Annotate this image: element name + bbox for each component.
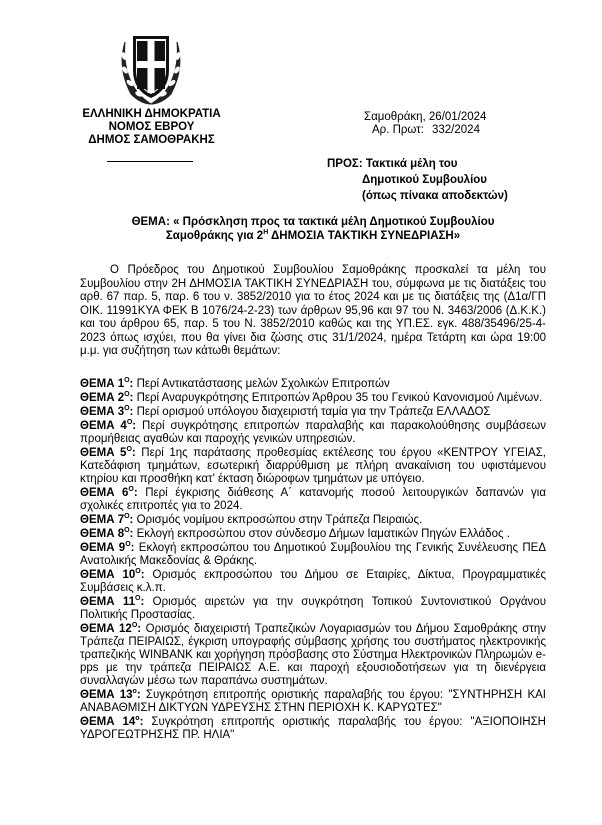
subject-line-2-tail: ΔΗΜΟΣΙΑ ΤΑΚΤΙΚΗ ΣΥΝΕΔΡΙΑΣΗ» [268, 229, 461, 242]
agenda-item-ordinal: Ο [124, 377, 130, 385]
subject-superscript: Η [263, 228, 269, 236]
reference-block [364, 111, 486, 137]
recipient-block [327, 156, 508, 204]
agenda-item-text: Ορισμός αιρετών για την συγκρότηση Τοπικού Συντονιστικού Οργάνου Πολιτικής Προστασίας. [80, 596, 546, 621]
agenda-item-ordinal: Ο [135, 595, 141, 603]
issuer-block [0, 108, 303, 147]
to-label: ΠΡΟΣ: [327, 158, 363, 170]
agenda-item-label: ΘΕΜΑ 5 [80, 447, 127, 459]
agenda-item-text: Περί ορισμού υπόλογου διαχειριστή ταμία για την Τράπεζα ΕΛΛΑΔΟΣ [136, 406, 491, 418]
to-line-2: Δημοτικού Συμβουλίου [362, 174, 487, 186]
issuer-divider [107, 161, 193, 162]
agenda-item: ΘΕΜΑ $10^O$: Ορισμός εκπροσώπου του Δήμου σε Εταιρίες, Δίκτυα, Προγραμματικές Συμβάσεις κ.λ.π. [80, 568, 546, 594]
issuer-line: ΔΗΜΟΣ ΣΑΜΟΘΡΑΚΗΣ [88, 134, 215, 146]
to-line-1: Τακτικά μέλη του [365, 158, 458, 170]
issuer-line: ΕΛΛΗΝΙΚΗ ΔΗΜΟΚΡΑΤΙΑ [82, 108, 221, 120]
agenda-item-label: ΘΕΜΑ 2 [80, 392, 125, 404]
agenda-item-ordinal: Ο [126, 419, 133, 427]
agenda-item-ordinal: Ο [124, 527, 130, 535]
greek-state-emblem-icon [111, 30, 191, 108]
agenda-item-label: ΘΕΜΑ 4 [80, 420, 127, 432]
agenda-item-ordinal: ο [132, 688, 137, 696]
place-date: Σαμοθράκη, 26/01/2024 [364, 111, 487, 123]
to-line-3: (όπως πίνακα αποδεκτών) [362, 190, 508, 202]
agenda-item-ordinal: Ο [126, 446, 132, 454]
agenda-item-label: ΘΕΜΑ 9 [80, 542, 126, 554]
agenda-item: ΘΕΜΑ $13^o$: Συγκρότηση επιτροπής οριστικής παραλαβής του έργου: "ΣΥΝΤΗΡΗΣΗ ΚΑΙ ΑΝΑΒΑΘΜΙΣΗ ΔΙΚΤΥΩΝ ΥΔΡΕΥΣΗΣ ΣΤΗΝ ΠΕΡΙΟΧΗ Κ. ΚΑΡΥΩΤΕΣ" [80, 688, 546, 714]
agenda-item-label: ΘΕΜΑ 12 [80, 623, 132, 635]
agenda-item-label: ΘΕΜΑ 10 [80, 569, 136, 581]
agenda-item-text: Συγκρότηση επιτροπής οριστικής παραλαβής του έργου: "ΣΥΝΤΗΡΗΣΗ ΚΑΙ ΑΝΑΒΑΘΜΙΣΗ ΔΙΚΤΥΩΝ ΥΔΡΕΥΣΗΣ ΣΤΗΝ ΠΕΡΙΟΧΗ Κ. ΚΑΡΥΩΤΕΣ" [80, 689, 546, 714]
agenda-item-text: Περί Αναρυγκρότησης Επιτροπών Άρθρου 35 του Γενικού Κανονισμού Λιμένων. [136, 392, 543, 404]
subject-block [80, 216, 546, 243]
agenda-item: ΘΕΜΑ $6^O$: Περί έγκρισης διάθεσης Α΄ κατανομής ποσού λειτουργικών δαπανών για σχολικές επιτροπές για το 2024. [80, 486, 547, 512]
agenda-item-text: Ορισμός νομίμου εκπροσώπου στην Τράπεζα Πειραιώς. [136, 514, 423, 526]
agenda-item-label: ΘΕΜΑ 11 [80, 596, 135, 608]
agenda-item-ordinal: ο [135, 715, 140, 723]
agenda-item-label: ΘΕΜΑ 6 [80, 487, 129, 499]
agenda-item-text: Ορισμός εκπροσώπου του Δήμου σε Εταιρίες, Δίκτυα, Προγραμματικές Συμβάσεις κ.λ.π. [80, 569, 546, 594]
issuer-line: ΝΟΜΟΣ ΕΒΡΟΥ [108, 121, 195, 133]
protocol-number: 332/2024 [432, 124, 480, 136]
agenda-item: ΘΕΜΑ $9^O$: Εκλογή εκπροσώπου του Δημοτικού Συμβουλίου της Γενικής Συνέλευσης ΠΕΔ Ανατολικής Μακεδονίας & Θράκης. [80, 541, 547, 567]
agenda-item-label: ΘΕΜΑ 1 [80, 378, 125, 390]
subject-line-2 [80, 230, 546, 244]
agenda-item-label: ΘΕΜΑ 13 [80, 689, 133, 701]
protocol-row [364, 124, 486, 137]
agenda-item: ΘΕΜΑ $4^O$: Περί συγκρότησης επιτροπών παραλαβής και παρακολούθησης συμβάσεων προμήθειας αγαθών και παροχής γενικών υπηρεσιών. [80, 419, 546, 445]
agenda-item-ordinal: Ο [125, 541, 131, 549]
agenda-item: ΘΕΜΑ $11^O$: Ορισμός αιρετών για την συγκρότηση Τοπικού Συντονιστικού Οργάνου Πολιτικής Προστασίας. [80, 595, 546, 621]
agenda-item-ordinal: Ο [124, 513, 130, 521]
agenda-item-label: ΘΕΜΑ 8 [80, 528, 125, 540]
agenda-item: ΘΕΜΑ $2^O$: Περί Αναρυγκρότησης Επιτροπών Άρθρου 35 του Γενικού Κανονισμού Λιμένων. [80, 391, 543, 404]
agenda-item-label: ΘΕΜΑ 7 [80, 514, 125, 526]
agenda-item: ΘΕΜΑ $5^O$: Περί 1ης παράτασης προθεσμίας εκτέλεσης του έργου «ΚΕΝΤΡΟΥ ΥΓΕΙΑΣ, Κατεδάφιση τμημάτων, εσωτερική διαρρύθμιση με πλήρη ανακαίνιση του υφιστάμενου κτηρίου και προσθήκη κατ' έκταση διώροφων τμημάτων με υπόγειο. [80, 446, 546, 485]
agenda-item-ordinal: Ο [135, 568, 141, 576]
agenda-item-text: Περί συγκρότησης επιτροπών παραλαβής και παρακολούθησης συμβάσεων προμήθειας αγαθών και παροχής γενικών υπηρεσιών. [80, 420, 546, 445]
agenda-item-text: Περί 1ης παράτασης προθεσμίας εκτέλεσης του έργου «ΚΕΝΤΡΟΥ ΥΓΕΙΑΣ, Κατεδάφιση τμημάτων, εσωτερική διαρρύθμιση με πλήρη ανακαίνιση του υφιστάμενου κτηρίου και προσθήκη κατ' έκταση διώροφων τμημάτων με υπόγειο. [80, 447, 546, 485]
agenda-item: ΘΕΜΑ $8^O$: Εκλογή εκπροσώπου στον σύνδεσμο Δήμων Ιαματικών Πηγών Ελλάδος . [80, 527, 510, 540]
agenda-item-ordinal: Ο [124, 391, 130, 399]
agenda-item: ΘΕΜΑ $12^O$: Ορισμός διαχειριστή Τραπεζικών Λογαριασμών του Δήμου Σαμοθράκης στην Τράπεζα ΠΕΙΡΑΙΩΣ, έγκριση υπογραφής σύμβασης χρήσης του συστήματος ηλεκτρονικής τραπεζικής WINBANK και χορήγηση πρόσβασης στο Σύστημα Ηλεκτρονικών Πληρωμών e-pps με την τράπεζα ΠΕΙΡΑΙΩΣ Α.Ε. και παροχή εξουσιοδοτήσεων για τη διενέργεια συναλλαγών μέσω των παραπάνω συστημάτων. [80, 622, 546, 687]
agenda-item-text: Ορισμός διαχειριστή Τραπεζικών Λογαριασμών του Δήμου Σαμοθράκης στην Τράπεζα ΠΕΙΡΑΙΩΣ, έγκριση υπογραφής σύμβασης χρήσης του συστήματος ηλεκτρονικής τραπεζικής WINBANK και χορήγηση πρόσβασης στο Σύστημα Ηλεκτρονικών Πληρωμών e-pps με την τράπεζα ΠΕΙΡΑΙΩΣ Α.Ε. και παροχή εξουσιοδοτήσεων για τη διενέργεια συναλλαγών μέσω των παραπάνω συστημάτων. [80, 623, 546, 687]
agenda-item-text: Εκλογή εκπροσώπου στον σύνδεσμο Δήμων Ιαματικών Πηγών Ελλάδος . [136, 528, 510, 540]
agenda-item-ordinal: Ο [131, 622, 138, 630]
agenda-item-ordinal: Ο [124, 405, 130, 413]
agenda-item-label: ΘΕΜΑ 3 [80, 406, 125, 418]
agenda-item: ΘΕΜΑ $3^O$: Περί ορισμού υπόλογου διαχειριστή ταμία για την Τράπεζα ΕΛΛΑΔΟΣ [80, 405, 491, 418]
intro-paragraph [80, 264, 546, 359]
agenda-item: ΘΕΜΑ $14^o$: Συγκρότηση επιτροπής οριστικής παραλαβής του έργου: "ΑΞΙΟΠΟΙΗΣΗ ΥΔΡΟΓΕΩΤΡΗΣΗΣ ΠΡ. ΗΛΙΑ" [80, 715, 546, 741]
agenda-item-text: Εκλογή εκπροσώπου του Δημοτικού Συμβουλίου της Γενικής Συνέλευσης ΠΕΔ Ανατολικής Μακεδονίας & Θράκης. [80, 542, 547, 567]
agenda-item-ordinal: Ο [128, 486, 134, 494]
agenda-list [80, 378, 546, 743]
agenda-item: ΘΕΜΑ $7^O$: Ορισμός νομίμου εκπροσώπου στην Τράπεζα Πειραιώς. [80, 513, 423, 526]
protocol-label: Αρ. Πρωτ: [371, 124, 424, 136]
agenda-item-text: Περί Αντικατάστασης μελών Σχολικών Επιτροπών [136, 378, 390, 390]
agenda-item-text: Συγκρότηση επιτροπής οριστικής παραλαβής του έργου: "ΑΞΙΟΠΟΙΗΣΗ ΥΔΡΟΓΕΩΤΡΗΣΗΣ ΠΡ. ΗΛΙΑ" [80, 716, 546, 741]
intro-text: Ο Πρόεδρος του Δημοτικού Συμβουλίου Σαμοθράκης προσκαλεί τα μέλη του Συμβουλίου στην 2Η ΔΗΜΟΣΙΑ ΤΑΚΤΙΚΗ ΣΥΝΕΔΡΙΑΣΗ του, σύμφωνα με τις διατάξεις του αρθ. 67 παρ. 5, παρ. 6 του ν. 3852/2010 για το έτος 2024 και με τις διατάξεις της (Δ1α/ΓΠ ΟΙΚ. 11991ΚΥΑ ΦΕΚ Β 1076/24-2-23) των άρθρων 95,96 και 97 του Ν. 3463/2006 (Δ.Κ.Κ.) και του άρθρου 65, παρ. 5 του Ν. 3852/2010 καθώς και της ΥΠ.ΕΣ. εγκ. 488/35496/25-4-2023 όπως ισχύει, που θα γίνει δια ζώσης στις 31/1/2024, ημέρα Τετάρτη και ώρα 19:00 μ.μ. για συζήτηση των κάτωθι θεμάτων: [80, 264, 546, 357]
subject-line-2-text: Σαμοθράκης για 2 [165, 229, 264, 242]
recipient-line-1 [327, 156, 508, 172]
agenda-item: ΘΕΜΑ $1^O$: Περί Αντικατάστασης μελών Σχολικών Επιτροπών [80, 377, 390, 390]
subject-line-1: ΘΕΜΑ: « Πρόσκληση προς τα τακτικά μέλη Δημοτικού Συμβουλίου [131, 216, 495, 228]
agenda-item-text: Περί έγκρισης διάθεσης Α΄ κατανομής ποσού λειτουργικών δαπανών για σχολικές επιτροπές για το 2024. [80, 487, 547, 512]
agenda-item-label: ΘΕΜΑ 14 [80, 716, 136, 728]
